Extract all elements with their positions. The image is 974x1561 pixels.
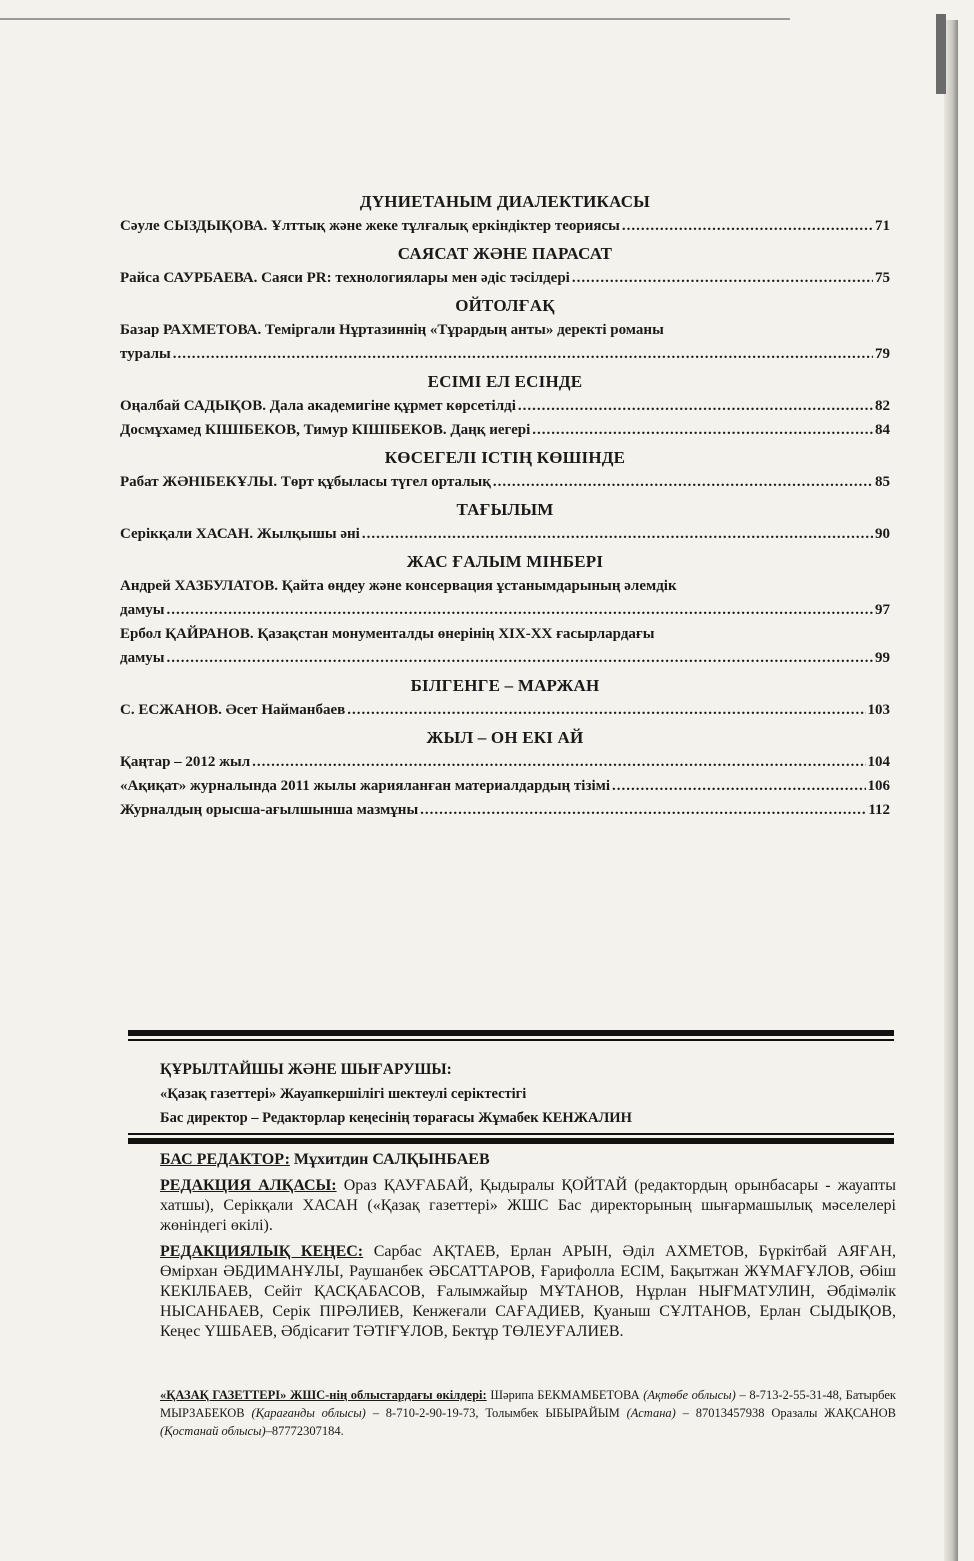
- leader-dots: [622, 214, 873, 238]
- toc-entry: [120, 774, 890, 798]
- page-number: 79: [875, 346, 890, 362]
- entry-text: туралы: [120, 346, 171, 362]
- editorial-block: [160, 1150, 896, 1348]
- rep-phone: –87772307184.: [265, 1424, 344, 1438]
- top-edge-rule: [0, 18, 790, 20]
- separator-thick-rule: [128, 1138, 894, 1144]
- toc-entry: [120, 698, 890, 722]
- toc-entry: [120, 522, 890, 546]
- editorial-council-label: РЕДАКЦИЯЛЫҚ КЕҢЕС:: [160, 1243, 364, 1260]
- entry-text-line: Базар РАХМЕТОВА. Теміргали Нұртазиннің «Тұрардың анты» деректі романы: [120, 322, 664, 338]
- separator-thin-rule: [128, 1133, 894, 1135]
- entry-text: дамуы: [120, 650, 165, 666]
- toc-section: [120, 552, 890, 670]
- page-edge-shadow: [944, 20, 958, 1561]
- leader-dots: [347, 698, 865, 722]
- toc-section: [120, 192, 890, 238]
- regional-representatives: [160, 1386, 896, 1440]
- page-edge-mark: [936, 14, 946, 94]
- toc-entry: [120, 394, 890, 418]
- page-number: 99: [875, 650, 890, 666]
- leader-dots: [362, 522, 873, 546]
- section-title: ОЙТОЛҒАҚ: [455, 296, 555, 315]
- section-title: КӨСЕГЕЛІ ІСТІҢ КӨШІНДЕ: [384, 448, 626, 467]
- separator-thin-rule: [128, 1039, 894, 1041]
- representatives-label: «ҚАЗАҚ ГАЗЕТТЕРІ» ЖШС-нің облыстардағы өкілдері:: [160, 1388, 487, 1402]
- entry-text: Қаңтар – 2012 жыл: [120, 754, 251, 770]
- section-title: БІЛГЕНГЕ – МАРЖАН: [410, 676, 600, 695]
- entry-text: С. ЕСЖАНОВ. Әсет Найманбаев: [120, 702, 346, 718]
- page-number: 106: [867, 778, 890, 794]
- entry-text-line: Андрей ХАЗБУЛАТОВ. Қайта өңдеу және консервация ұстанымдарының әлемдік: [120, 578, 677, 594]
- rep-region: (Қарағанды облысы): [251, 1406, 366, 1420]
- table-of-contents: [120, 188, 890, 828]
- page-number: 104: [867, 754, 890, 770]
- entry-text: Райса САУРБАЕВА. Саяси PR: технологиялары мен әдіс тәсілдері: [120, 270, 570, 286]
- chief-editor-label: БАС РЕДАКТОР:: [160, 1151, 290, 1168]
- rep-region: (Астана): [626, 1406, 676, 1420]
- entry-text-line: Ербол ҚАЙРАНОВ. Қазақстан монументалды өнерінің XIX-XX ғасырлардағы: [120, 626, 655, 642]
- leader-dots: [572, 266, 873, 290]
- leader-dots: [493, 470, 873, 494]
- page-number: 84: [875, 422, 890, 438]
- entry-text: Рабат ЖӘНІБЕКҰЛЫ. Төрт құбыласы түгел орталық: [120, 474, 491, 490]
- page-number: 82: [875, 398, 890, 414]
- separator-thick-rule: [128, 1030, 894, 1036]
- chief-editor-name: Мұхитдин САЛҚЫНБАЕВ: [293, 1151, 490, 1168]
- toc-section: [120, 244, 890, 290]
- rep-name: Оразалы ЖАҚСАНОВ: [771, 1406, 897, 1420]
- toc-entry: [120, 470, 890, 494]
- toc-section: [120, 296, 890, 366]
- entry-text: «Ақиқат» журналында 2011 жылы жарияланған материалдардың тізімі: [120, 778, 611, 794]
- leader-dots: [420, 798, 866, 822]
- toc-entry: [120, 574, 890, 622]
- section-title: ТАҒЫЛЫМ: [456, 500, 554, 519]
- page-number: 112: [868, 802, 890, 818]
- founder-block: [160, 1058, 880, 1130]
- toc-entry: [120, 750, 890, 774]
- entry-text: Серікқали ХАСАН. Жылқышы әні: [120, 526, 360, 542]
- page-number: 71: [875, 218, 890, 234]
- leader-dots: [612, 774, 865, 798]
- toc-entry: [120, 214, 890, 238]
- entry-text: Сәуле СЫЗДЫҚОВА. Ұлттық және жеке тұлғалық еркіндіктер теориясы: [120, 218, 620, 234]
- entry-text: Журналдың орысша-ағылшынша мазмұны: [120, 802, 419, 818]
- rep-phone: – 8-713-2-55-31-48,: [739, 1388, 843, 1402]
- editorial-board-members: Ораз ҚАУҒАБАЙ, Қыдыралы ҚОЙТАЙ (редактордың орынбасары - жауапты хатшы), Серікқали ХАСАН («Қазақ газеттері» ЖШС Бас директорының шығармашылық мәселелері жөніндегі өкілі).: [160, 1177, 897, 1234]
- toc-entry: [120, 266, 890, 290]
- section-title: ЖАС ҒАЛЫМ МІНБЕРІ: [406, 552, 604, 571]
- founder-org: «Қазақ газеттері» Жауапкершілігі шектеулі серіктестігі: [160, 1086, 527, 1102]
- entry-text: Оңалбай САДЫҚОВ. Дала академигіне құрмет көрсетілді: [120, 398, 516, 414]
- rep-phone: – 87013457938: [682, 1406, 765, 1420]
- section-title: ЕСІМІ ЕЛ ЕСІНДЕ: [427, 372, 583, 391]
- leader-dots: [532, 418, 873, 442]
- entry-text: Досмұхамед КІШІБЕКОВ, Тимур КІШІБЕКОВ. Даңқ иегері: [120, 422, 531, 438]
- leader-dots: [518, 394, 873, 418]
- leader-dots: [173, 342, 873, 366]
- toc-entry: [120, 418, 890, 442]
- founder-heading: ҚҰРЫЛТАЙШЫ ЖӘНЕ ШЫҒАРУШЫ:: [160, 1061, 452, 1078]
- rep-name: Толымбек ЫБЫРАЙЫМ: [485, 1406, 620, 1420]
- editorial-council-members: Сарбас АҚТАЕВ, Ерлан АРЫН, Әділ АХМЕТОВ, Бүркітбай АЯҒАН, Өмірхан ӘБДИМАНҰЛЫ, Раушанбек ӘБСАТТАРОВ, Ғарифолла ЕСІМ, Бақытжан ЖҰМАҒҰЛОВ, Әбіш КЕКІЛБАЕВ, Сейіт ҚАСҚАБАСОВ, Ғалымжайыр МҰТАНОВ, Нұрлан НЫҒМАТУЛИН, Әбдімәлік НЫСАНБАЕВ, Серік ПІРӘЛИЕВ, Кенжеғали САҒАДИЕВ, Қуаныш СҰЛТАНОВ, Ерлан СЫДЫҚОВ, Кеңес ҮШБАЕВ, Әбдісағит ТӘТІҒҰЛОВ, Бектұр ТӨЛЕУҒАЛИЕВ.: [160, 1243, 897, 1340]
- toc-section: [120, 500, 890, 546]
- chief-editor-line: [160, 1150, 896, 1170]
- editorial-board-label: РЕДАКЦИЯ АЛҚАСЫ:: [160, 1177, 337, 1194]
- toc-entry: [120, 318, 890, 366]
- page-number: 75: [875, 270, 890, 286]
- section-title: ЖЫЛ – ОН ЕКІ АЙ: [426, 728, 584, 747]
- entry-text: дамуы: [120, 602, 165, 618]
- founder-director: Бас директор – Редакторлар кеңесінің төрағасы Жұмабек КЕНЖАЛИН: [160, 1110, 632, 1126]
- rep-region: (Қостанай облысы): [160, 1424, 266, 1438]
- page-number: 85: [875, 474, 890, 490]
- editorial-board: [160, 1176, 896, 1236]
- toc-section: [120, 728, 890, 822]
- rep-name: Шәрипа БЕКМАМБЕТОВА: [490, 1388, 640, 1402]
- section-title: ДҮНИЕТАНЫМ ДИАЛЕКТИКАСЫ: [359, 192, 651, 211]
- page-number: 103: [867, 702, 890, 718]
- toc-section: [120, 676, 890, 722]
- toc-section: [120, 372, 890, 442]
- toc-entry: [120, 798, 890, 822]
- toc-section: [120, 448, 890, 494]
- section-title: САЯСАТ ЖӘНЕ ПАРАСАТ: [397, 244, 613, 263]
- page-number: 90: [875, 526, 890, 542]
- leader-dots: [252, 750, 865, 774]
- editorial-council: [160, 1242, 896, 1342]
- rep-region: (Ақтөбе облысы): [643, 1388, 736, 1402]
- rep-phone: – 8-710-2-90-19-73,: [372, 1406, 479, 1420]
- rep-name: Батырбек МЫРЗАБЕКОВ: [160, 1388, 897, 1420]
- page-number: 97: [875, 602, 890, 618]
- toc-entry: [120, 622, 890, 670]
- leader-dots: [167, 646, 873, 670]
- leader-dots: [167, 598, 873, 622]
